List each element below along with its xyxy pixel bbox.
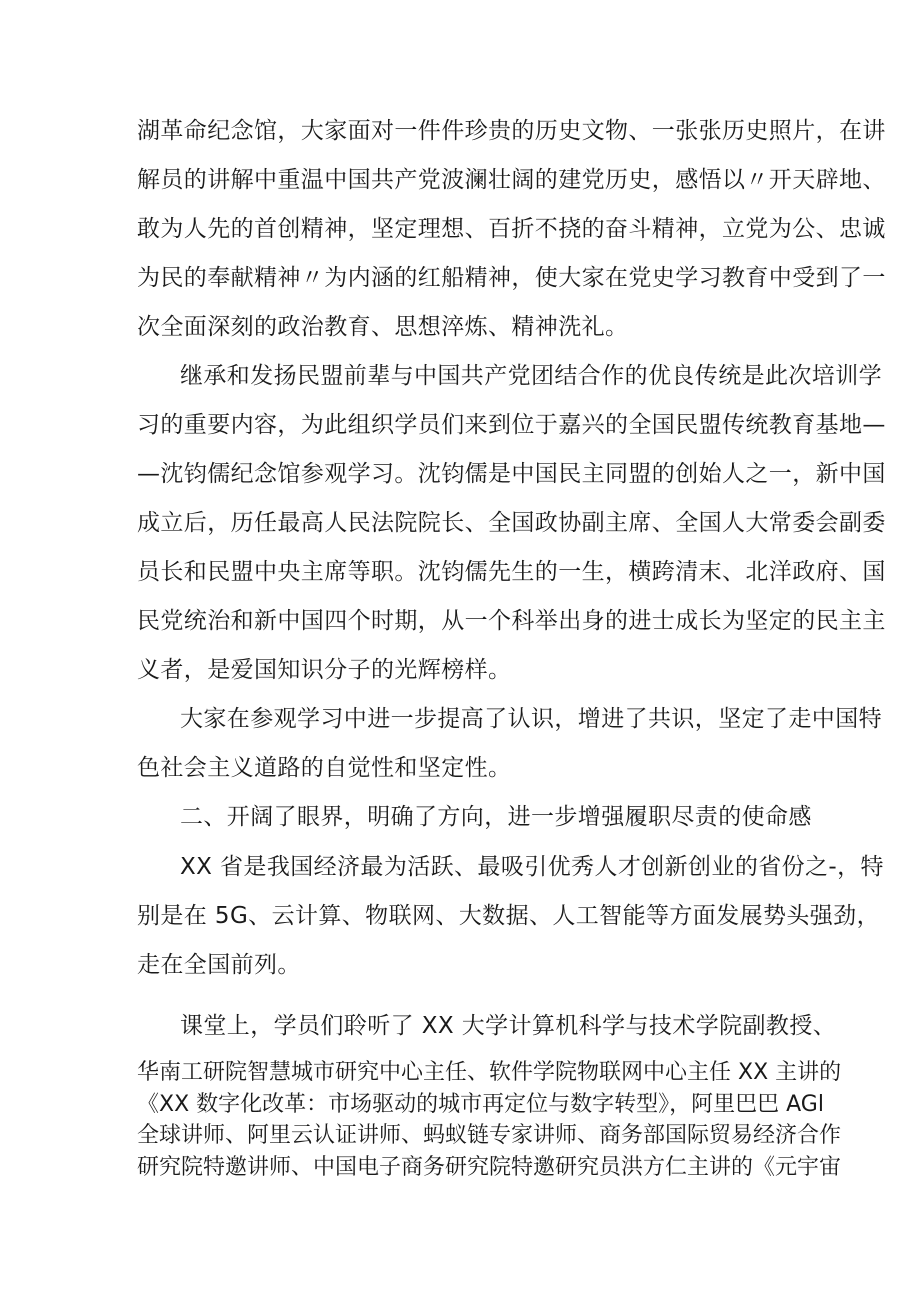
paragraph-5-line-5: 研究院特邀讲师、中国电子商务研究院特邀研究员洪方仁主讲的《元宇宙 (137, 1155, 842, 1180)
paragraph-2-line-7: 义者，是爱国知识分子的光辉榜样。 (137, 657, 512, 683)
section-heading-2: 二、开阔了眼界，明确了方向，进一步增强履职尽责的使命感 (180, 804, 812, 830)
paragraph-4-line-1: XX 省是我国经济最为活跃、最吸引优秀人才创新创业的省份之-，特 (180, 854, 884, 880)
paragraph-1-line-5: 次全面深刻的政治教育、思想淬炼、精神洗礼。 (137, 314, 629, 340)
paragraph-4-line-2: 别是在 5G、云计算、物联网、大数据、人工智能等方面发展势头强劲， (137, 903, 880, 929)
paragraph-5-line-4: 全球讲师、阿里云认证讲师、蚂蚁链专家讲师、商务部国际贸易经济合作 (137, 1123, 842, 1148)
paragraph-4-line-3: 走在全国前列。 (137, 952, 301, 978)
paragraph-2-line-1: 继承和发扬民盟前辈与中国共产党团结合作的优良传统是此次培训学 (180, 363, 882, 389)
paragraph-2-line-4: 成立后，历任最高人民法院院长、全国政协副主席、全国人大常委会副委 (137, 510, 886, 536)
paragraph-1-line-3: 敢为人先的首创精神，坚定理想、百折不挠的奋斗精神，立党为公、忠诚 (137, 216, 886, 242)
paragraph-5-line-3: 《XX 数字化改革：市场驱动的城市再定位与数字转型》，阿里巴巴 AGl (137, 1092, 824, 1117)
paragraph-2-line-6: 民党统治和新中国四个时期，从一个科举出身的进士成长为坚定的民主主 (137, 608, 886, 634)
paragraph-3-line-2: 色社会主义道路的自觉性和坚定性。 (137, 755, 512, 781)
paragraph-3-line-1: 大家在参观学习中进一步提高了认识，增进了共识，坚定了走中国特 (180, 706, 882, 732)
paragraph-1-line-4: 为民的奉献精神〃为内涵的红船精神，使大家在党史学习教育中受到了一 (137, 265, 886, 291)
paragraph-2-line-3: —沈钧儒纪念馆参观学习。沈钧儒是中国民主同盟的创始人之一，新中国 (137, 461, 886, 487)
paragraph-2-line-5: 员长和民盟中央主席等职。沈钧儒先生的一生，横跨清末、北洋政府、国 (137, 559, 886, 585)
paragraph-5-line-1: 课堂上，学员们聆听了 XX 大学计算机科学与技术学院副教授、 (180, 1013, 837, 1039)
paragraph-2-line-2: 习的重要内容，为此组织学员们来到位于嘉兴的全国民盟传统教育基地— (137, 412, 886, 438)
paragraph-5-line-2: 华南工研院智慧城市研究中心主任、软件学院物联网中心主任 XX 主讲的 (137, 1060, 842, 1085)
paragraph-1-line-1: 湖革命纪念馆，大家面对一件件珍贵的历史文物、一张张历史照片，在讲 (137, 118, 886, 144)
paragraph-1-line-2: 解员的讲解中重温中国共产党波澜壮阔的建党历史，感悟以〃开天辟地、 (137, 167, 886, 193)
